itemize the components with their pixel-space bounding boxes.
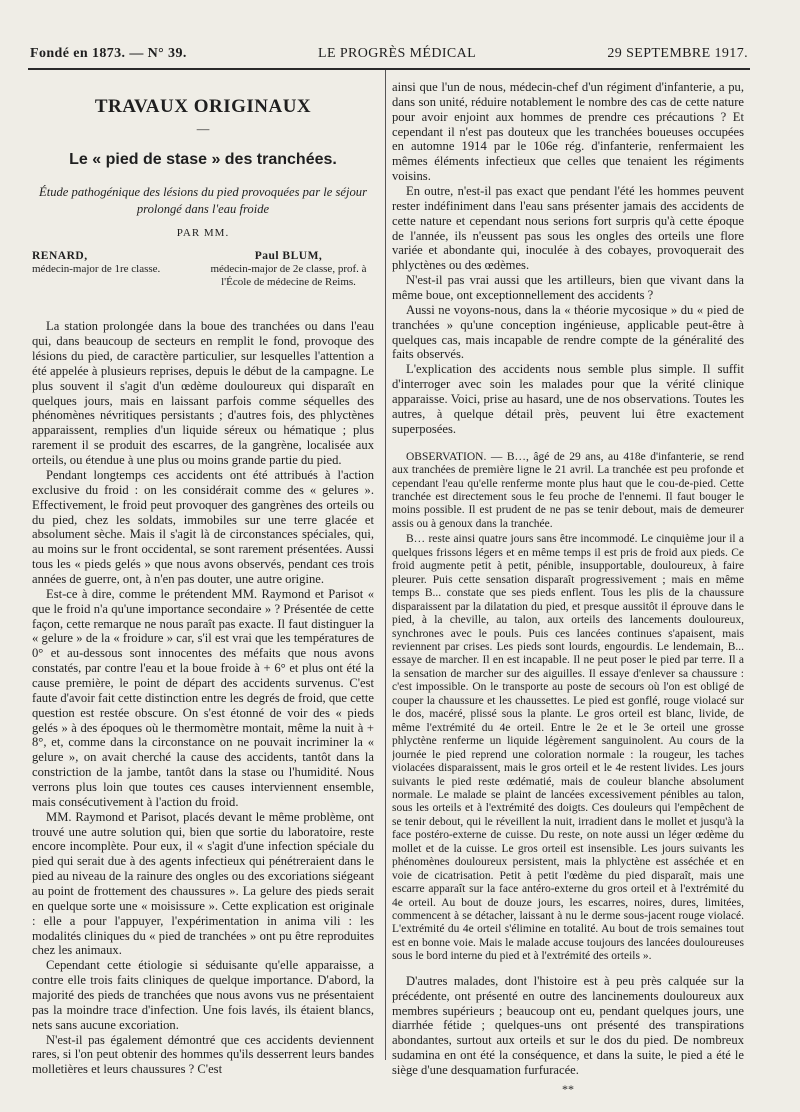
by-line: PAR MM. xyxy=(176,226,230,239)
section-title: TRAVAUX ORIGINAUX xyxy=(94,96,312,117)
end-ornament: ** xyxy=(562,1081,574,1090)
paragraph: En outre, n'est-il pas exact que pendant l'été les hommes peuvent rester indéfiniment dans l'eau sans présenter jamais des accidents de cette nature et cependant nous serions fort surpris qu'à cette époque de l'année, ils n'eussent pas sous les ongles des orteils une flore variée et abondante qui, inoculée à des cobayes, provoquerait des phlyctènes ou des œdèmes. xyxy=(392,184,744,273)
paragraph: La station prolongée dans la boue des tranchées ou dans l'eau qui, dans beaucoup de secteurs en remplit le fond, provoque des lésions du pied, de caractère particulier, sur lesquelles l'attention a été appelée à plusieurs reprises, depuis le début de la campagne. Le plus souvent il s'agit d'un œdème douloureux qui disparaît en quelques jours, mais en laissant parfois comme séquelles des phénomènes névritiques persistants ; d'autres fois, des phlyctènes apparaissent, remplies d'un liquide séreux ou hématique ; plus rarement il se produit des escarres, de la gangrène, localisée aux orteils, ou étendue à une plus ou moins grande partie du pied. xyxy=(32,319,374,468)
paragraph: Aussi ne voyons-nous, dans la « théorie mycosique » du « pied de tranchées » qu'une conception ingénieuse, applicable peut-être à quelques cas, mais incapable de rendre compte de la généralité des faits observés. xyxy=(392,302,744,362)
observation-paragraph: B… reste ainsi quatre jours sans être incommodé. Le cinquième jour il a quelques frissons légers et en même temps il est pris de froid aux pieds. Ce froid augmente petit à petit, pénible, insupportable, douloureux, à faire pleurer. Puis cette sensation disparaît progressivement ; mais en même temps B... constate que ses pieds enflent. Tous les plis de la chaussure disparaissent par la dilatation du pied, et presque aussitôt il éprouve dans le pied, à la cheville, au talon, aux orteils des lancements douloureux, synchrones avec le pouls. Puis ces lancées continues s'apaisent, mais reviennent par crises. Les pieds sont lourds, engourdis. Le lendemain, B... essaye de marcher. Il en est incapable. Il ne peut poser le pied par terre. Il a la sensation de marcher sur des aiguilles. Il essaye d'enlever sa chaussure : c'est impossible. On le transporte au poste de secours où l'on est obligé de couper la chaussure et les chaussettes. Le pied est gonflé, rouge violacé sur le dos, macéré, plissé sous la plante. Le gros orteil est blanc, livide, de même l'extrémité du 4e orteil. Entre le 2e et le 3e orteil une grosse phlyctène renferme un liquide légèrement sanguinolent. Au cours de la journée le pied reprend une coloration normale : la rougeur, les taches violacées disparaissent, mais le gros orteil et le 4e restent livides. Les jours suivants le pied reste œdématié, mais de couleur blanche absolument normale. Le malade se plaint de lancées excessivement pénibles au talon, sous les orteils et à l'extrémité des doigts. Ces douleurs qui l'empêchent de se tenir debout, qui le réveillent la nuit, irradient dans le mollet et jusqu'à la face postéro-externe de cuisse. Du reste, on note aussi un léger œdème du mollet et de la cuisse. Le gros orteil est insensible. Les jours suivants les phénomènes douloureux persistent, mais la phlyctène est asséchée et en voie de cicatrisation. Petit à petit l'œdème du pied disparaît, mais une escarre apparaît sur la face antéro-externe du gros orteil et à l'extrémité du 4e orteil. Au bout de douze jours, les escarres, noires, dures, limitées, commencent à se détacher, laissant à nu le derme sous-jacent rouge violacé. L'extrémité du 4e orteil s'élimine en totalité. Au bout de trois semaines tout est en bonne voie. Mais le malade accuse toujours des lancées douloureuses sous le bord interne du pied et à l'extrémité des orteils ». xyxy=(392,533,744,963)
column-divider xyxy=(385,70,386,1060)
section-dash: — xyxy=(196,122,210,137)
authors xyxy=(32,250,374,290)
header-rule xyxy=(28,68,750,70)
header-founded: Fondé en 1873. — N° 39. xyxy=(30,46,187,61)
header-journal-title: LE PROGRÈS MÉDICAL xyxy=(318,46,477,61)
paragraph: N'est-il pas également démontré que ces accidents deviennent rares, si l'on peut obtenir des hommes qu'ils desserrent leurs bandes molletières et leurs chaussures ? C'est xyxy=(32,1032,374,1077)
paragraph: L'explication des accidents nous semble plus simple. Il suffit d'interroger avec soin les malades pour que la vérité clinique apparaisse. Voici, prise au hasard, une de nos observations. Toutes les autres, à quelque détail près, peuvent lui être exactement superposées. xyxy=(392,362,744,436)
header-date: 29 SEPTEMBRE 1917. xyxy=(607,46,748,61)
left-column xyxy=(32,80,374,1090)
article-title: Le « pied de stase » des tranchées. xyxy=(69,151,337,169)
paragraph: D'autres malades, dont l'histoire est à peu près calquée sur la précédente, ont présenté en outre des lancinements douloureux aux membres supérieurs ; beaucoup ont eu, pendant quelques jours, une diarrhée fétide ; quelques-uns ont présenté des transpirations abondantes, surtout aux orteils et sur le dos du pied. De nombreux sudamina en ont été la conséquence, et dans la suite, le pied a été le siège d'une desquamation furfuracée. xyxy=(392,973,744,1077)
running-header xyxy=(30,46,748,62)
paragraph: N'est-il pas vrai aussi que les artilleurs, bien que vivant dans la même boue, ont exceptionnellement des accidents ? xyxy=(392,273,744,303)
author-title: médecin-major de 2e classe, prof. à l'École de médecine de Reims. xyxy=(210,263,367,289)
paragraph: Pendant longtemps ces accidents ont été attribués à l'action exclusive du froid : on les considérait comme des « gelures ». Effectivement, le froid peut provoquer des gangrènes des orteils ou du pied, chez les soldats, immobiles sur une terre glacée et absolument sèche. Mais il s'agit là de circonstances spéciales, qui, au moins sur le front occidental, se sont rarement présentées. Aussi tous les « pieds gelés » que nous avons observés, pendant ces trois années de guerre, ont, à n'en pas douter, une autre origine. xyxy=(32,467,374,586)
observation-block xyxy=(392,451,744,964)
article-subtitle: Étude pathogénique des lésions du pied provoquées par le séjour prolongé dans l'eau froide xyxy=(39,185,367,216)
author-blum xyxy=(203,250,374,290)
paragraph: ainsi que l'un de nous, médecin-chef d'un régiment d'infanterie, a pu, dans son unité, réduire notablement le nombre des cas de cette nature pour avoir enjoint aux hommes de prendre ces précautions ? Et cependant il n'est pas douteux que les tranchées boueuses occupées en automne 1914 par le 106e rég. d'infanterie, renfermaient les mêmes éléments infectieux que celles que tenaient les régiments voisins. xyxy=(392,80,744,184)
author-name: Paul BLUM, xyxy=(254,249,323,262)
paragraph: Est-ce à dire, comme le prétendent MM. Raymond et Parisot « que le froid n'a qu'une importance secondaire » ? Présentée de cette façon, cette remarque ne nous paraît pas exacte. Il faut distinguer la « gelure » de la « froidure » car, s'il est vrai que les températures de 0° et au-dessous sont innocentes des méfaits que nous avons constatés, par contre l'eau et la boue froide à + 6° et plus ont été la cause première, le point de départ des accidents survenus. C'est faute d'avoir fait cette distinction entre les degrés de froid, que cette question est restée obscure. On s'est étonné de voir des « pieds gelés » à des époques où le thermomètre montait, même la nuit à + 8°, et, comme dans la circonstance on ne pouvait incriminer la « gelure », on avait cherché la cause des accidents, tantôt dans la constriction de la jambe, tantôt dans la stase ou l'humidité. Nous verrons plus loin que toutes ces causes interviennent ensemble, mais consécutivement à l'action du froid. xyxy=(32,586,374,809)
right-column xyxy=(392,80,744,1090)
author-renard xyxy=(32,250,203,290)
paragraph: MM. Raymond et Parisot, placés devant le même problème, ont trouvé une autre solution qui, bien que sortie du laboratoire, reste encore incomplète. Pour eux, il « s'agit d'une infection spéciale du pied qui serait due à des agents infectieux qui pénétreraient dans le pied au niveau de la rainure des ongles ou des excoriations siégeant au point de frottement des chaussures ». La gelure des pieds serait en quelque sorte une « moisissure ». Cette explication est originale : elle a pour l'appuyer, l'expérimentation in anima vili : les modalités cliniques du « pied de tranchées » ont pu être reproduites chez les animaux. xyxy=(32,809,374,958)
author-title: médecin-major de 1re classe. xyxy=(32,263,161,276)
observation-paragraph: OBSERVATION. — B…, âgé de 29 ans, au 418e d'infanterie, se rend aux tranchées de première ligne le 21 avril. La tranchée est peu profonde et cependant l'eau qu'elle renferme monte plus haut que le cou-de-pied. Cette tranchée est directement sous le feu proche de l'ennemi. Il faut bouger le moins possible. Il est prudent de ne pas se tenir debout, mais de demeurer assis ou à genoux dans la tranchée. xyxy=(392,450,744,530)
author-name: RENARD, xyxy=(32,249,88,262)
paragraph: Cependant cette étiologie si séduisante qu'elle apparaisse, a contre elle trois faits cliniques de quelque importance. D'abord, la majorité des pieds de tranchées que nous avons vus ne présentaient pas la moindre trace d'infection. Une fois lavés, ils étaient blancs, nets sans aucune excoriation. xyxy=(32,958,374,1032)
